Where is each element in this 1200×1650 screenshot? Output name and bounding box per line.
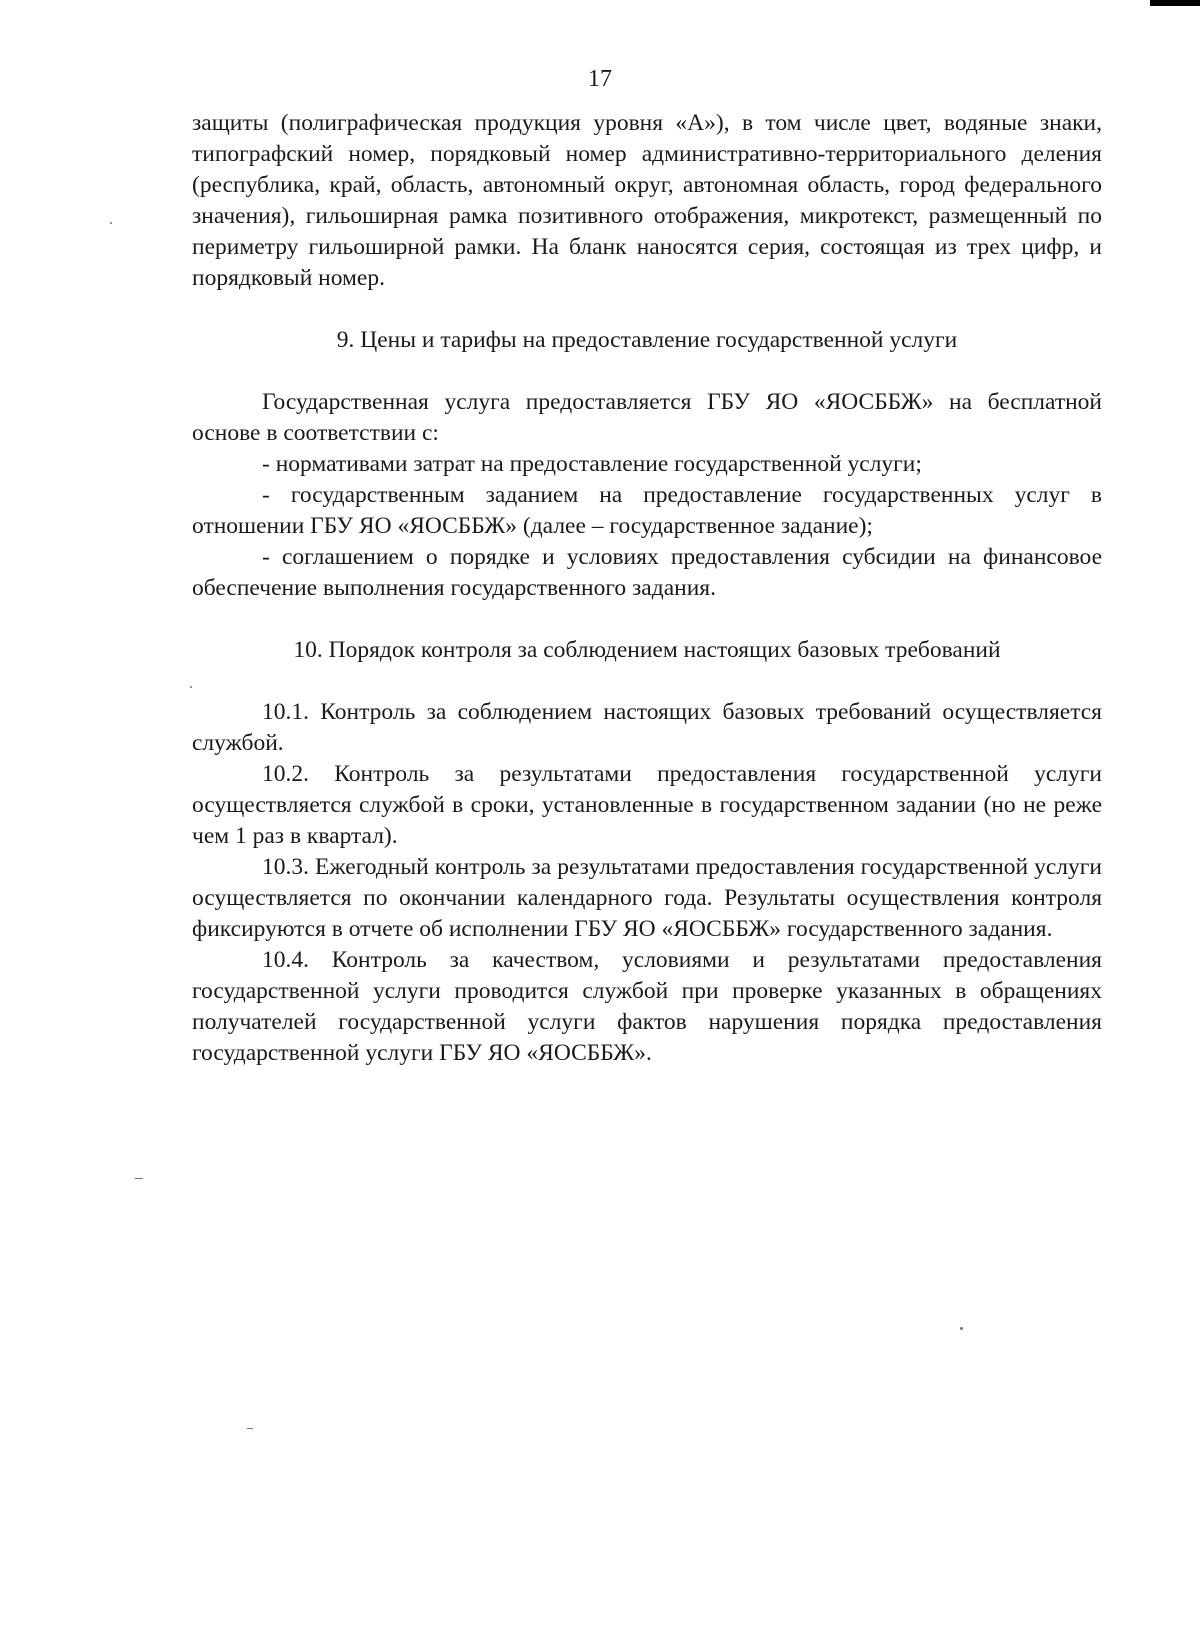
scan-corner-mark: [1150, 0, 1200, 6]
document-body: [192, 108, 1102, 1069]
scan-speck: [110, 222, 112, 224]
page-number: 17: [588, 66, 612, 92]
spacer: [192, 604, 1102, 635]
continuation-paragraph: защиты (полиграфическая продукция уровня «А»), в том числе цвет, водяные знаки, типографский номер, порядковый номер административно-территориального деления (республика, край, область, автономный округ, автономная область, город федерального значения), гильоширная рамка позитивного отображения, микротекст, размещенный по периметру гильоширной рамки. На бланк наносятся серия, состоящая из трех цифр, и порядковый номер.: [192, 110, 1102, 291]
section-9-heading: 9. Цены и тарифы на предоставление государственной услуги: [336, 327, 958, 353]
section-10-paragraph: 10.2. Контроль за результатами предоставления государственной услуги осуществляется службой в сроки, установленные в государственном задании (но не реже чем 1 раз в квартал).: [192, 761, 1102, 849]
section-10-paragraph: 10.1. Контроль за соблюдением настоящих базовых требований осуществляется службой.: [192, 699, 1102, 756]
spacer: [192, 356, 1102, 387]
scan-speck: [247, 1428, 253, 1429]
spacer: [192, 666, 1102, 697]
section-9-item: - нормативами затрат на предоставление государственной услуги;: [262, 451, 922, 477]
scan-speck: [135, 1178, 143, 1179]
spacer: [192, 294, 1102, 325]
scan-speck: [960, 1327, 963, 1330]
section-10-paragraph: 10.3. Ежегодный контроль за результатами предоставления государственной услуги осуществляется по окончании календарного года. Результаты осуществления контроля фиксируются в отчете об исполнении ГБУ ЯО «ЯОСББЖ» государственного задания.: [192, 854, 1102, 942]
section-9-item: - соглашением о порядке и условиях предоставления субсидии на финансовое обеспечение выполнения государственного задания.: [192, 544, 1102, 601]
section-9-item: - государственным заданием на предоставление государственных услуг в отношении ГБУ ЯО «ЯОСББЖ» (далее – государственное задание);: [192, 482, 1102, 539]
section-10-heading: 10. Порядок контроля за соблюдением настоящих базовых требований: [293, 637, 1001, 663]
scan-speck: [190, 686, 192, 688]
section-9-intro: Государственная услуга предоставляется ГБУ ЯО «ЯОСББЖ» на бесплатной основе в соответствии с:: [192, 389, 1102, 446]
section-10-paragraph: 10.4. Контроль за качеством, условиями и результатами предоставления государственной услуги проводится службой при проверке указанных в обращениях получателей государственной услуги фактов нарушения порядка предоставления государственной услуги ГБУ ЯО «ЯОСББЖ».: [192, 947, 1102, 1066]
